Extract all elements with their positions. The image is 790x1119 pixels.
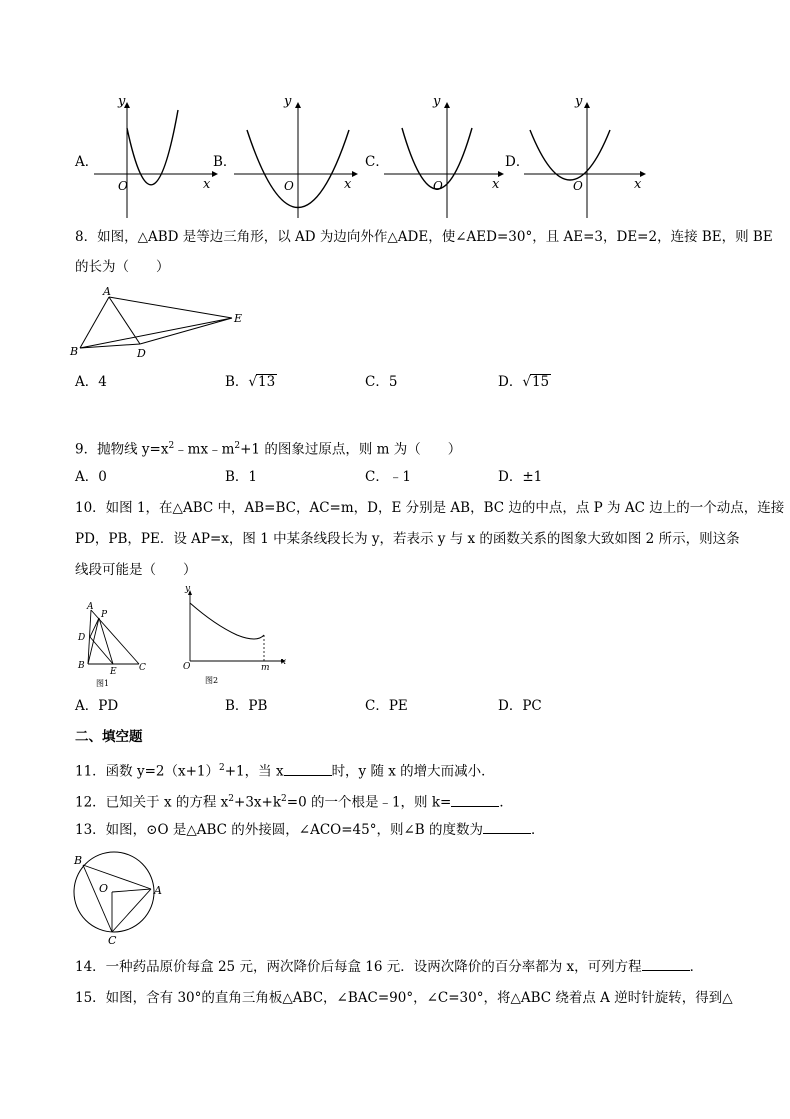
q12-stem bbox=[75, 790, 513, 812]
q12-post: ． bbox=[499, 794, 513, 811]
q8-option-d-value: 15 bbox=[531, 374, 550, 390]
q13-pre: 13．如图，⊙O 是△ABC 的外接圆，∠ACO=45°，则∠B 的度数为 bbox=[75, 822, 483, 838]
q13-label-b: B bbox=[74, 854, 83, 867]
q10-stem-line1: 10．如图 1，在△ABC 中，AB=BC，AC=m，D，E 分别是 AB，BC 边的中点，点 P 为 AC 边上的一个动点，连接 bbox=[75, 500, 785, 516]
q13-figure bbox=[66, 848, 171, 948]
q12-pre: 12．已知关于 x 的方程 x bbox=[75, 794, 229, 811]
q10-fig1-label-b: B bbox=[78, 661, 85, 671]
q10-option-c[interactable] bbox=[365, 697, 408, 715]
q10-fig2-label-y: y bbox=[185, 584, 191, 594]
q8-figure bbox=[65, 285, 255, 365]
q7-a-x-label: x bbox=[203, 177, 211, 192]
q14-pre: 14．一种药品原价每盒 25 元，两次降价后每盒 16 元．设两次降价的百分率都为 x，可列方程 bbox=[75, 959, 642, 975]
q7-a-o-label: O bbox=[118, 179, 128, 193]
q13-stem bbox=[75, 821, 545, 839]
sqrt-radical-icon: √ bbox=[248, 374, 258, 390]
q7-d-o-label: O bbox=[573, 179, 583, 193]
q11-stem bbox=[75, 759, 495, 781]
q10-option-c-value: PE bbox=[388, 698, 408, 714]
q8-option-a-value: 4 bbox=[98, 374, 107, 390]
q9-stem-post: +1 的图象过原点，则 m 为（ ） bbox=[240, 441, 462, 458]
q13-label-a: A bbox=[154, 884, 162, 897]
q12-answer-blank[interactable] bbox=[451, 794, 499, 807]
q10-option-b-letter: B． bbox=[225, 698, 249, 714]
q15-stem-line1: 15．如图，含有 30°的直角三角板△ABC，∠BAC=90°，∠C=30°，将△ABC 绕着点 A 逆时针旋转，得到△ bbox=[75, 990, 733, 1006]
q9-stem bbox=[75, 437, 461, 459]
q7-c-y-label: y bbox=[433, 94, 441, 109]
q9-option-c[interactable] bbox=[365, 468, 411, 486]
q8-option-a-letter: A． bbox=[75, 374, 99, 390]
q7-option-b-graph bbox=[230, 90, 360, 220]
q14-stem bbox=[75, 958, 703, 976]
q8-label-e: E bbox=[234, 312, 243, 325]
q10-fig2-label-m: m bbox=[261, 663, 270, 673]
q8-option-c-letter: C． bbox=[365, 374, 389, 390]
q10-stem-line2: PD，PB，PE．设 AP=x，图 1 中某条线段长为 y，若表示 y 与 x 的函数关系的图象大致如图 2 所示，则这条 bbox=[75, 531, 740, 547]
q12-sup2: 2 bbox=[281, 794, 287, 804]
q10-option-b-value: PB bbox=[248, 698, 268, 714]
q8-option-b-letter: B． bbox=[225, 374, 249, 390]
q10-option-c-letter: C． bbox=[365, 698, 389, 714]
q7-option-b-letter: B． bbox=[213, 154, 237, 170]
q9-stem-sup2: 2 bbox=[234, 441, 241, 451]
q8-stem-line2: 的长为（ ） bbox=[75, 259, 170, 275]
q9-option-a-letter: A． bbox=[75, 469, 99, 485]
q10-option-d[interactable] bbox=[498, 697, 542, 715]
q7-d-y-label: y bbox=[575, 94, 583, 109]
q8-option-a[interactable] bbox=[75, 373, 107, 391]
q9-option-b[interactable] bbox=[225, 468, 257, 486]
q10-option-a-letter: A． bbox=[75, 698, 99, 714]
q13-post: ． bbox=[531, 822, 545, 838]
q7-options bbox=[0, 90, 790, 225]
q7-d-x-label: x bbox=[634, 177, 642, 192]
q12-mid: +3x+k bbox=[234, 794, 282, 811]
q8-option-b-value: 13 bbox=[258, 374, 276, 390]
q10-fig2-label-o: O bbox=[183, 662, 191, 672]
q8-label-a: A bbox=[103, 285, 111, 298]
q9-option-d[interactable] bbox=[498, 468, 542, 486]
q10-option-a-value: PD bbox=[98, 698, 119, 714]
q11-pre: 11．函数 y=2（x+1） bbox=[75, 763, 220, 780]
q9-option-b-value: 1 bbox=[248, 469, 258, 485]
q7-a-y-label: y bbox=[118, 94, 126, 109]
q14-post: ． bbox=[689, 959, 704, 975]
q7-c-o-label: O bbox=[433, 179, 443, 193]
q11-sup: 2 bbox=[219, 763, 225, 773]
q9-stem-sup1: 2 bbox=[168, 441, 175, 451]
q9-option-d-letter: D． bbox=[498, 469, 523, 485]
q10-fig2-caption: 图2 bbox=[205, 676, 219, 685]
q10-option-b[interactable] bbox=[225, 697, 267, 715]
q13-answer-blank[interactable] bbox=[483, 821, 531, 834]
q10-fig2-label-x: x bbox=[281, 657, 287, 667]
q10-stem-line3: 线段可能是（ ） bbox=[75, 562, 197, 578]
q7-option-d-letter: D． bbox=[505, 154, 530, 170]
q7-b-x-label: x bbox=[344, 177, 352, 192]
q7-option-c-letter: C． bbox=[365, 154, 389, 170]
q7-b-o-label: O bbox=[284, 179, 294, 193]
q7-option-a-letter: A． bbox=[75, 154, 99, 170]
q8-option-b[interactable] bbox=[225, 373, 277, 391]
q8-option-d-letter: D． bbox=[498, 374, 523, 390]
q8-label-d: D bbox=[137, 347, 146, 360]
q9-option-c-value: ﹣1 bbox=[388, 469, 411, 485]
q9-option-d-value: ±1 bbox=[522, 469, 543, 485]
q8-stem-line1: 8．如图，△ABD 是等边三角形，以 AD 为边向外作△ADE，使∠AED=30°，且 AE=3，DE=2，连接 BE，则 BE bbox=[75, 229, 773, 245]
q8-label-b: B bbox=[70, 345, 79, 358]
q10-option-d-letter: D． bbox=[498, 698, 523, 714]
q9-option-a[interactable] bbox=[75, 468, 107, 486]
q9-option-a-value: 0 bbox=[98, 469, 107, 485]
q11-answer-blank[interactable] bbox=[284, 763, 332, 776]
q13-label-o: O bbox=[99, 882, 109, 895]
q7-b-y-label: y bbox=[284, 94, 292, 109]
q10-fig1-caption: 图1 bbox=[96, 679, 110, 688]
q13-label-c: C bbox=[108, 934, 117, 947]
q7-option-a-graph bbox=[90, 90, 220, 220]
q11-mid: +1，当 x bbox=[224, 763, 284, 780]
q9-option-b-letter: B． bbox=[225, 469, 249, 485]
q9-stem-pre: 9．抛物线 y=x bbox=[75, 441, 169, 458]
q10-fig1-label-p: P bbox=[101, 610, 108, 620]
q10-option-a[interactable] bbox=[75, 697, 118, 715]
q10-fig1-label-a: A bbox=[87, 602, 94, 612]
q8-option-d[interactable] bbox=[498, 373, 551, 391]
q7-c-x-label: x bbox=[492, 177, 500, 192]
sqrt-radical-icon: √ bbox=[522, 374, 531, 390]
q10-figure2 bbox=[175, 583, 290, 687]
q10-option-d-value: PC bbox=[522, 698, 542, 714]
q8-option-c-value: 5 bbox=[388, 374, 398, 390]
q10-fig1-label-d: D bbox=[78, 633, 86, 643]
q7-option-c-graph bbox=[380, 90, 510, 220]
q8-option-c[interactable] bbox=[365, 373, 397, 391]
q10-fig1-label-c: C bbox=[139, 663, 146, 673]
q14-answer-blank[interactable] bbox=[642, 958, 690, 971]
q9-option-c-letter: C． bbox=[365, 469, 389, 485]
q9-stem-mid: ﹣mx﹣m bbox=[174, 441, 235, 458]
q7-option-d-graph bbox=[520, 90, 650, 220]
q11-post: 时，y 随 x 的增大而减小． bbox=[331, 763, 495, 780]
q12-mid2: =0 的一个根是﹣1，则 k= bbox=[286, 794, 452, 811]
q10-figure1 bbox=[72, 600, 152, 692]
section-heading-fill-in: 二、填空题 bbox=[75, 729, 143, 745]
q10-fig1-label-e: E bbox=[110, 667, 117, 677]
q12-sup1: 2 bbox=[228, 794, 235, 804]
